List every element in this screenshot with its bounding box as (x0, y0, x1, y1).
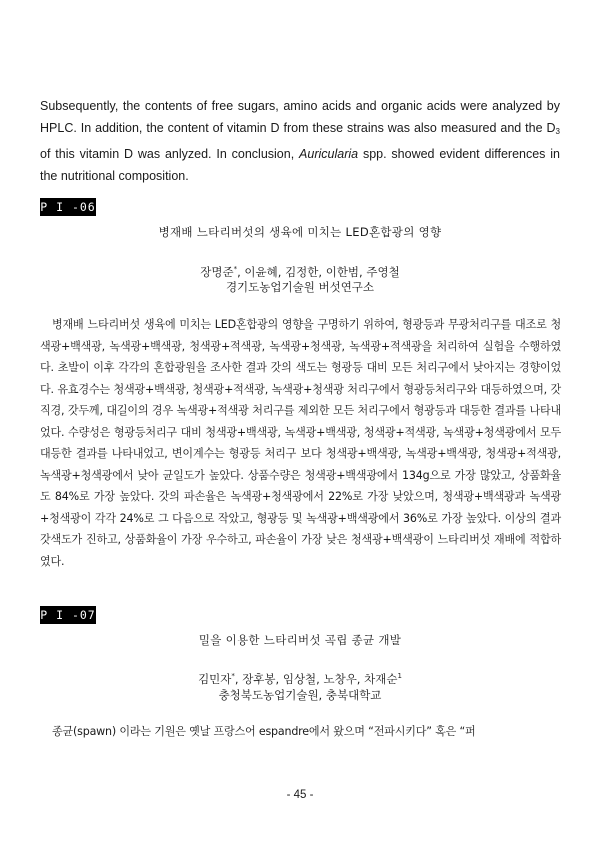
other-authors: , 이윤혜, 김정한, 이한범, 주영철 (237, 264, 400, 279)
affiliation-pi06: 경기도농업기술원 버섯연구소 (225, 280, 375, 294)
section-badge-pi07: P I -07 (40, 608, 96, 622)
abstract-italic-genus: Auricularia (299, 147, 359, 161)
abstract-text-part3: spp. showed evident differences in the nutritional composition. (40, 147, 560, 183)
abstract-intro-pi07: 종균(spawn) 이라는 기원은 옛날 프랑스어 espandre에서 왔으며 “전파시키다” 혹은 “퍼 (52, 725, 476, 738)
affiliation-pi07: 충청북도농업기술원, 충북대학교 (218, 688, 382, 702)
first-author: 장명준 (200, 264, 234, 279)
author-list-pi06 (0, 260, 600, 281)
section-badge-pi06: P I -06 (40, 200, 96, 214)
abstract-subscript: 3 (555, 127, 560, 136)
corresponding-author-mark: * (233, 265, 238, 273)
page-number: - 45 - (286, 789, 314, 801)
first-author: 김민자 (198, 671, 232, 686)
other-authors: , 장후봉, 임상철, 노창우, 차재순 (234, 671, 398, 686)
english-abstract-paragraph (40, 95, 560, 187)
section-title-pi07: 밀을 이용한 느타리버섯 곡립 종균 개발 (198, 633, 402, 647)
abstract-body-pi06: 병재배 느타리버섯 생육에 미치는 LED혼합광의 영향을 구명하기 위하여, 형광등과 무광처리구를 대조로 청색광+백색광, 녹색광+백색광, 청색광+적색광, 녹색광+청색광, 녹색광+적색광을 처리하여 실험을 수행하였다. 초발이 이후 각각의 혼합광원을 조사한 결과 갓의 색도는 형광등 대비 모든 처리구에서 낮아지는 경향이었다. 유효경수는 청색광+백색광, 청색광+적색광, 녹색광+청색광 처리구에서 형광등처리구와 대등하였으며, 갓직경, 갓두께, 대길이의 경우 녹색광+적색광 처리구를 제외한 모든 처리구에서 형광등과 대등한 결과를 나타내었다. 수량성은 형광등처리구 대비 청색광+백색광, 녹색광+백색광, 청색광+적색광, 녹색광+청색광에서 모두 대등한 결과를 나타내었고, 변이계수는 형광등 처리구 보다 청색광+백색광, 녹색광+백색광, 청색광+적색광, 녹색광+청색광에서 낮아 균일도가 높았다. 상품수량은 청색광+백색광에서 134g으로 가장 많았고, 상품화율도 84%로 가장 높았다. 갓의 파손율은 녹색광+청색광에서 22%로 가장 낮았으며, 청색광+백색광과 녹색광+청색광이 각각 24%로 그 다음으로 작았고, 형광등 및 녹색광+백색광에서 36%로 가장 높았다. 이상의 결과 갓색도가 진하고, 상품화율이 가장 우수하고, 파손율이 가장 낮은 청색광+백색광이 느타리버섯 재배에 적합하였다. (40, 318, 561, 568)
abstract-text-part2: of this vitamin D was anlyzed. In conclusion, (40, 147, 300, 161)
author-list-pi07 (0, 667, 600, 688)
corresponding-author-mark: * (231, 672, 235, 680)
abstract-text-part1: Subsequently, the contents of free sugars, amino acids and organic acids were analyzed by HPLC. In addition, the content of vitamin D from these strains was also measured and the D (40, 99, 560, 135)
section-title-pi06: 병재배 느타리버섯의 생육에 미치는 LED혼합광의 영향 (158, 225, 442, 239)
affiliation-mark: 1 (397, 672, 402, 680)
